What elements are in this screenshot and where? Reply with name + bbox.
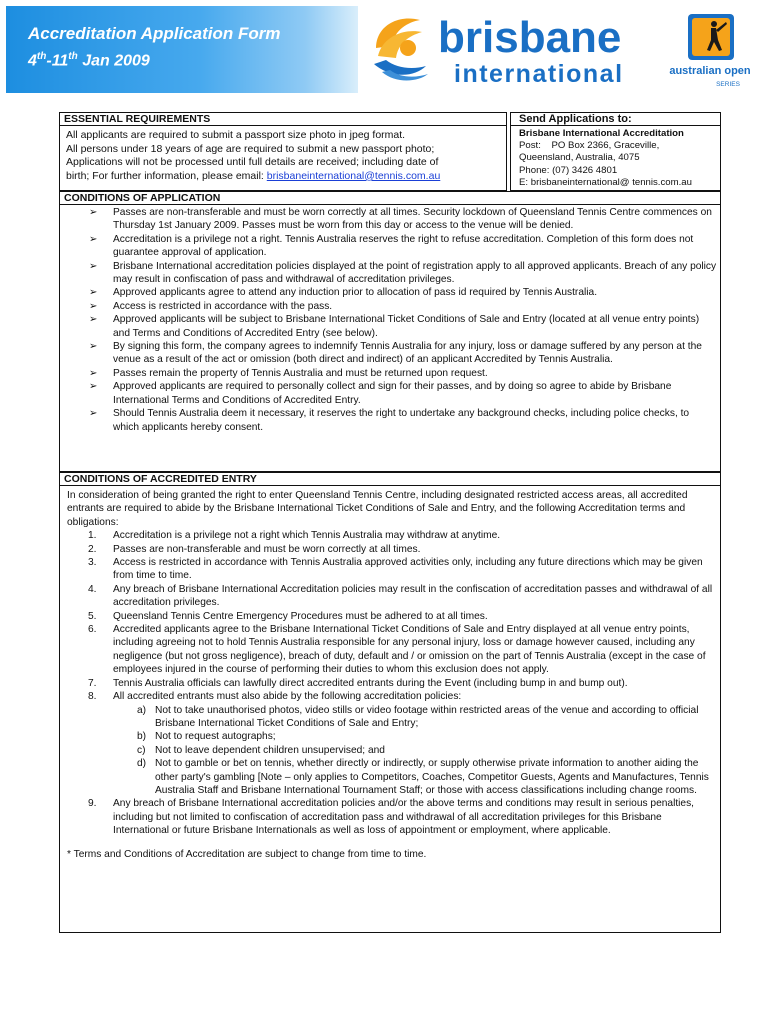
arrow-bullet-icon: ➢: [89, 314, 98, 326]
requirement-line: Applications will not be processed until full details are received; including date of: [66, 156, 439, 169]
list-item: 3. Access is restricted in accordance with Tennis Australia approved activities only, including any future directions which may be given from time to time.: [88, 557, 703, 582]
arrow-bullet-icon: ➢: [89, 287, 98, 299]
conditions-of-entry-heading: CONDITIONS OF ACCREDITED ENTRY: [60, 473, 720, 486]
list-item: ➢ Approved applicants will be subject to Brisbane International Ticket Conditions of Sale and Entry (located at all venue entry points) and Terms and Conditions of Accredited Entry (see below).: [89, 314, 700, 339]
conditions-of-accredited-entry-box: [59, 472, 721, 933]
list-item: ➢ Access is restricted in accordance with the pass.: [89, 300, 333, 312]
form-title: Accreditation Application Form: [28, 24, 281, 43]
contact-email-link[interactable]: brisbaneinternational@tennis.com.au: [266, 169, 441, 182]
list-item: 9. Any breach of Brisbane International accreditation policies and/or the above terms and conditions may result in serious penalties, including but not limited to confiscation of accreditation pass and withdrawal of all accreditation privileges for this Brisbane International or future Brisbane Internationals as well as loss of appointment or employment, where applicable.: [88, 798, 695, 837]
brisbane-international-logo: [368, 8, 648, 90]
list-item: ➢ Passes remain the property of Tennis Australia and must be returned upon request.: [89, 367, 488, 379]
australian-open-series-logo: [666, 10, 754, 92]
essential-requirements-heading: ESSENTIAL REQUIREMENTS: [60, 113, 506, 126]
arrow-bullet-icon: ➢: [89, 207, 98, 218]
list-item: ➢ Accreditation is a privilege not a right. Tennis Australia reserves the right to refuse accreditation. Completion of this form does not guarantee approval of application.: [89, 233, 694, 259]
phone-number: Phone: (07) 3426 4801: [519, 164, 618, 176]
sun-swirl-icon: [374, 18, 428, 80]
essential-requirements-box: [59, 112, 507, 191]
list-item: 6. Accredited applicants agree to the Brisbane International Ticket Conditions of Sale and Entry displayed at all venue entry points, including agreeing not to hold Tennis Australia responsible for any personal injury, loss or damage however caused, including any negligence (but not gross negligence), breach of duty, default and / or omission on the part of Tennis Australia (except in the case of employees injured in the course of performing their duties to whom this exclusion does not apply.: [88, 624, 706, 676]
footnote: * Terms and Conditions of Accreditation are subject to change from time to time.: [67, 848, 427, 860]
requirement-line: All persons under 18 years of age are required to submit a new passport photo;: [66, 142, 435, 155]
accreditation-policies-sublist: [60, 704, 720, 798]
arrow-bullet-icon: ➢: [89, 341, 98, 353]
arrow-bullet-icon: ➢: [89, 260, 98, 272]
list-item: ➢ Should Tennis Australia deem it necessary, it reserves the right to undertake any background checks, including police checks, to which applicants hereby consent.: [89, 408, 690, 433]
list-item: ➢ Passes are non-transferable and must be worn correctly at all times. Security lockdown of Queensland Tennis Centre commences on Thursday 1st January 2009. Passes must be worn from this day or access to the venue will be denied.: [89, 207, 712, 232]
list-item: ➢ Approved applicants are required to personally collect and sign for their passes, and by doing so agree to abide by Brisbane International Terms and Conditions of Accredited Entry.: [89, 381, 672, 406]
event-dates: 4th-11th Jan 2009: [28, 51, 150, 70]
entry-terms-list: [60, 529, 720, 703]
conditions-of-application-heading: CONDITIONS OF APPLICATION: [60, 192, 720, 205]
list-item: d) Not to gamble or bet on tennis, whether directly or indirectly, or supply otherwise private information to another aiding the other party's gambling [Note – only applies to Competitors, Coaches, Competitor Guests, Agents and Manufactures, Tennis Australia Staff and Brisbane International Tournament Staff; or those with access classifications including change rooms.: [137, 758, 709, 796]
conditions-list: [60, 206, 720, 434]
list-item: 7. Tennis Australia officials can lawfully direct accredited entrants during the Event (including bump in and bump out).: [88, 677, 628, 689]
list-item: 8. All accredited entrants must also abide by the following accreditation policies:: [88, 691, 462, 703]
arrow-bullet-icon: ➢: [89, 233, 98, 245]
arrow-bullet-icon: ➢: [89, 381, 98, 393]
arrow-bullet-icon: ➢: [89, 408, 98, 420]
arrow-bullet-icon: ➢: [89, 367, 98, 379]
list-item: ➢ Approved applicants agree to attend any induction prior to allocation of pass id required by Tennis Australia.: [89, 287, 598, 299]
list-item: b) Not to request autographs;: [137, 731, 276, 743]
list-item: 1. Accreditation is a privilege not a right which Tennis Australia may withdraw at anytime.: [88, 530, 501, 542]
list-item: 4. Any breach of Brisbane International Accreditation policies may result in the confiscation of accreditation passes and withdrawal of all accreditation privileges.: [88, 583, 713, 609]
list-item: 2. Passes are non-transferable and must be worn correctly at all times.: [88, 543, 421, 555]
title-banner: [6, 6, 358, 93]
entry-intro: In consideration of being granted the right to enter Queensland Tennis Centre, including designated restricted access areas, all accredited entrants are required to abide by the Brisbane International Ticket Conditions of Sale and Entry, and the following Accreditation terms and obligations:: [67, 490, 688, 528]
send-applications-box: [510, 112, 721, 191]
conditions-of-application-box: [59, 191, 721, 472]
entry-terms-list-continued: [60, 797, 720, 837]
arrow-bullet-icon: ➢: [89, 300, 98, 312]
list-item: c) Not to leave dependent children unsupervised; and: [137, 744, 385, 756]
email-address: E: brisbaneinternational@ tennis.com.au: [519, 176, 692, 188]
city-state: Queensland, Australia, 4075: [519, 152, 640, 164]
svg-text:brisbane: brisbane: [438, 13, 622, 62]
list-item: ➢ By signing this form, the company agrees to indemnify Tennis Australia for any injury, loss or damage suffered by any person at the venue as a result of the act or omission (both direct and indirect) of an applicant Accredited by Tennis Australia.: [89, 341, 702, 366]
requirement-line: birth; For further information, please email: brisbaneinternational@tennis.com.au: [66, 169, 441, 182]
send-applications-heading: Send Applications to:: [511, 113, 720, 126]
list-item: 5. Queensland Tennis Centre Emergency Procedures must be adhered to at all times.: [88, 610, 488, 622]
mailing-address: [511, 126, 720, 189]
list-item: ➢ Brisbane International accreditation policies displayed at the point of registration apply to all approved applicants. Breach of any policy may result in confiscation of pass and withdrawal of accreditation privileges.: [89, 260, 717, 286]
postal-address: Post: PO Box 2366, Graceville,: [519, 140, 660, 152]
recipient-org: Brisbane International Accreditation: [519, 128, 684, 139]
svg-text:australian open: australian open: [669, 65, 751, 77]
requirement-line: All applicants are required to submit a passport size photo in jpeg format.: [66, 129, 406, 141]
list-item: a) Not to take unauthorised photos, video stills or video footage within restricted areas of the venue and according to official Brisbane International Ticket Conditions of Sale and Entry;: [137, 704, 699, 729]
page-header: [0, 0, 770, 100]
svg-text:SERIES: SERIES: [716, 81, 740, 88]
svg-text:international: international: [454, 60, 624, 88]
requirements-text: [60, 126, 506, 183]
